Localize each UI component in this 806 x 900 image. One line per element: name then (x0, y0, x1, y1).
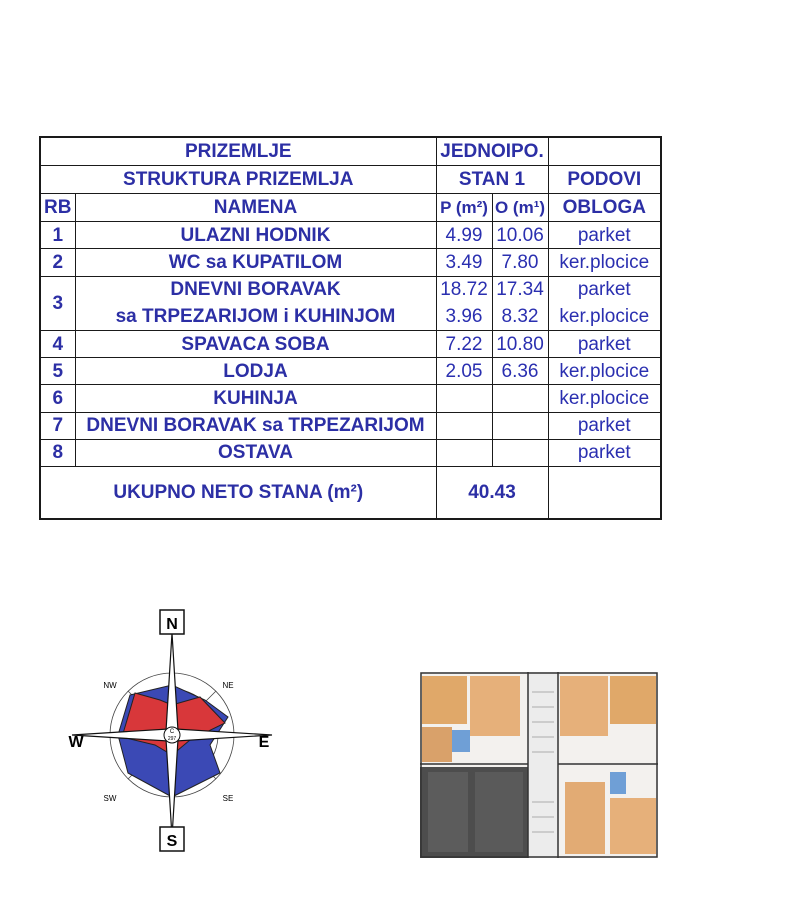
col-namena-header: NAMENA (75, 193, 436, 221)
table-row (40, 249, 661, 276)
row-p: 3.49 (436, 249, 492, 276)
row-floor (548, 276, 661, 330)
table-row (40, 412, 661, 439)
row-floor: parket (548, 330, 661, 357)
row-name: WC sa KUPATILOM (75, 249, 436, 276)
row-o: 6.36 (492, 358, 548, 385)
row-name (75, 276, 436, 330)
total-row (40, 467, 661, 520)
compass-e: E (258, 734, 270, 751)
row-p (436, 385, 492, 412)
row-p-line1: 18.72 (440, 279, 488, 301)
row-name-line2: sa TRPEZARIJOM i KUHINJOM (115, 306, 396, 328)
row-rb: 5 (40, 358, 75, 385)
table-row (40, 358, 661, 385)
col-rb-header: RB (40, 193, 75, 221)
row-rb: 2 (40, 249, 75, 276)
table-row (40, 222, 661, 249)
unit-orange (422, 676, 467, 724)
table-row (40, 276, 661, 330)
col-obloga-header: OBLOGA (548, 193, 661, 221)
compass-sw: SW (103, 794, 117, 803)
row-rb: 3 (40, 276, 75, 330)
floor-plan-image (420, 672, 658, 858)
row-rb: 1 (40, 222, 75, 249)
apt-type: JEDNOIPO. (436, 137, 548, 165)
corridor (528, 672, 558, 858)
row-o: 10.06 (492, 222, 548, 249)
area-table (39, 136, 662, 520)
row-name: SPAVACA SOBA (75, 330, 436, 357)
row-p-line2: 3.96 (445, 306, 483, 328)
empty-cell (548, 467, 661, 520)
row-p: 2.05 (436, 358, 492, 385)
table-row (40, 439, 661, 466)
row-floor: ker.plocice (548, 385, 661, 412)
compass-center-value: 297 (167, 736, 177, 742)
compass-se: SE (222, 794, 234, 803)
table-row (40, 385, 661, 412)
table-title: PRIZEMLJE (40, 137, 436, 165)
row-p (436, 412, 492, 439)
table-row (40, 330, 661, 357)
col-o-header: O (m¹) (492, 193, 548, 221)
col-p-header: P (m²) (436, 193, 492, 221)
row-name: KUHINJA (75, 385, 436, 412)
row-o-line1: 17.34 (496, 279, 544, 301)
apt-name: STAN 1 (436, 165, 548, 193)
row-name: ULAZNI HODNIK (75, 222, 436, 249)
row-floor-line1: parket (577, 279, 631, 301)
row-p (436, 276, 492, 330)
row-rb: 6 (40, 385, 75, 412)
row-name: DNEVNI BORAVAK sa TRPEZARIJOM (75, 412, 436, 439)
row-o: 7.80 (492, 249, 548, 276)
compass-w: W (68, 734, 84, 751)
table-subtitle: STRUKTURA PRIZEMLJA (40, 165, 436, 193)
row-o: 10.80 (492, 330, 548, 357)
compass-rose (60, 605, 285, 855)
row-o-line2: 8.32 (501, 306, 539, 328)
total-label: UKUPNO NETO STANA (m²) (40, 467, 436, 520)
row-p (436, 439, 492, 466)
row-name-line1: DNEVNI BORAVAK (170, 279, 341, 301)
row-floor-line2: ker.plocice (559, 306, 650, 328)
row-name: LODJA (75, 358, 436, 385)
row-o (492, 276, 548, 330)
bathroom (452, 730, 470, 752)
compass-ne: NE (222, 681, 234, 690)
row-floor: parket (548, 439, 661, 466)
row-o (492, 385, 548, 412)
row-floor: ker.plocice (548, 358, 661, 385)
row-floor: parket (548, 222, 661, 249)
row-name: OSTAVA (75, 439, 436, 466)
row-floor: ker.plocice (548, 249, 661, 276)
row-rb: 7 (40, 412, 75, 439)
row-p: 4.99 (436, 222, 492, 249)
compass-nw: NW (103, 681, 117, 690)
row-floor: parket (548, 412, 661, 439)
row-o (492, 412, 548, 439)
compass-s: S (166, 833, 178, 850)
compass-n: N (166, 616, 178, 633)
row-p: 7.22 (436, 330, 492, 357)
row-rb: 4 (40, 330, 75, 357)
row-rb: 8 (40, 439, 75, 466)
empty-cell (548, 137, 661, 165)
floors-header: PODOVI (548, 165, 661, 193)
row-o (492, 439, 548, 466)
total-value: 40.43 (436, 467, 548, 520)
compass-center-letter: C (169, 729, 175, 735)
